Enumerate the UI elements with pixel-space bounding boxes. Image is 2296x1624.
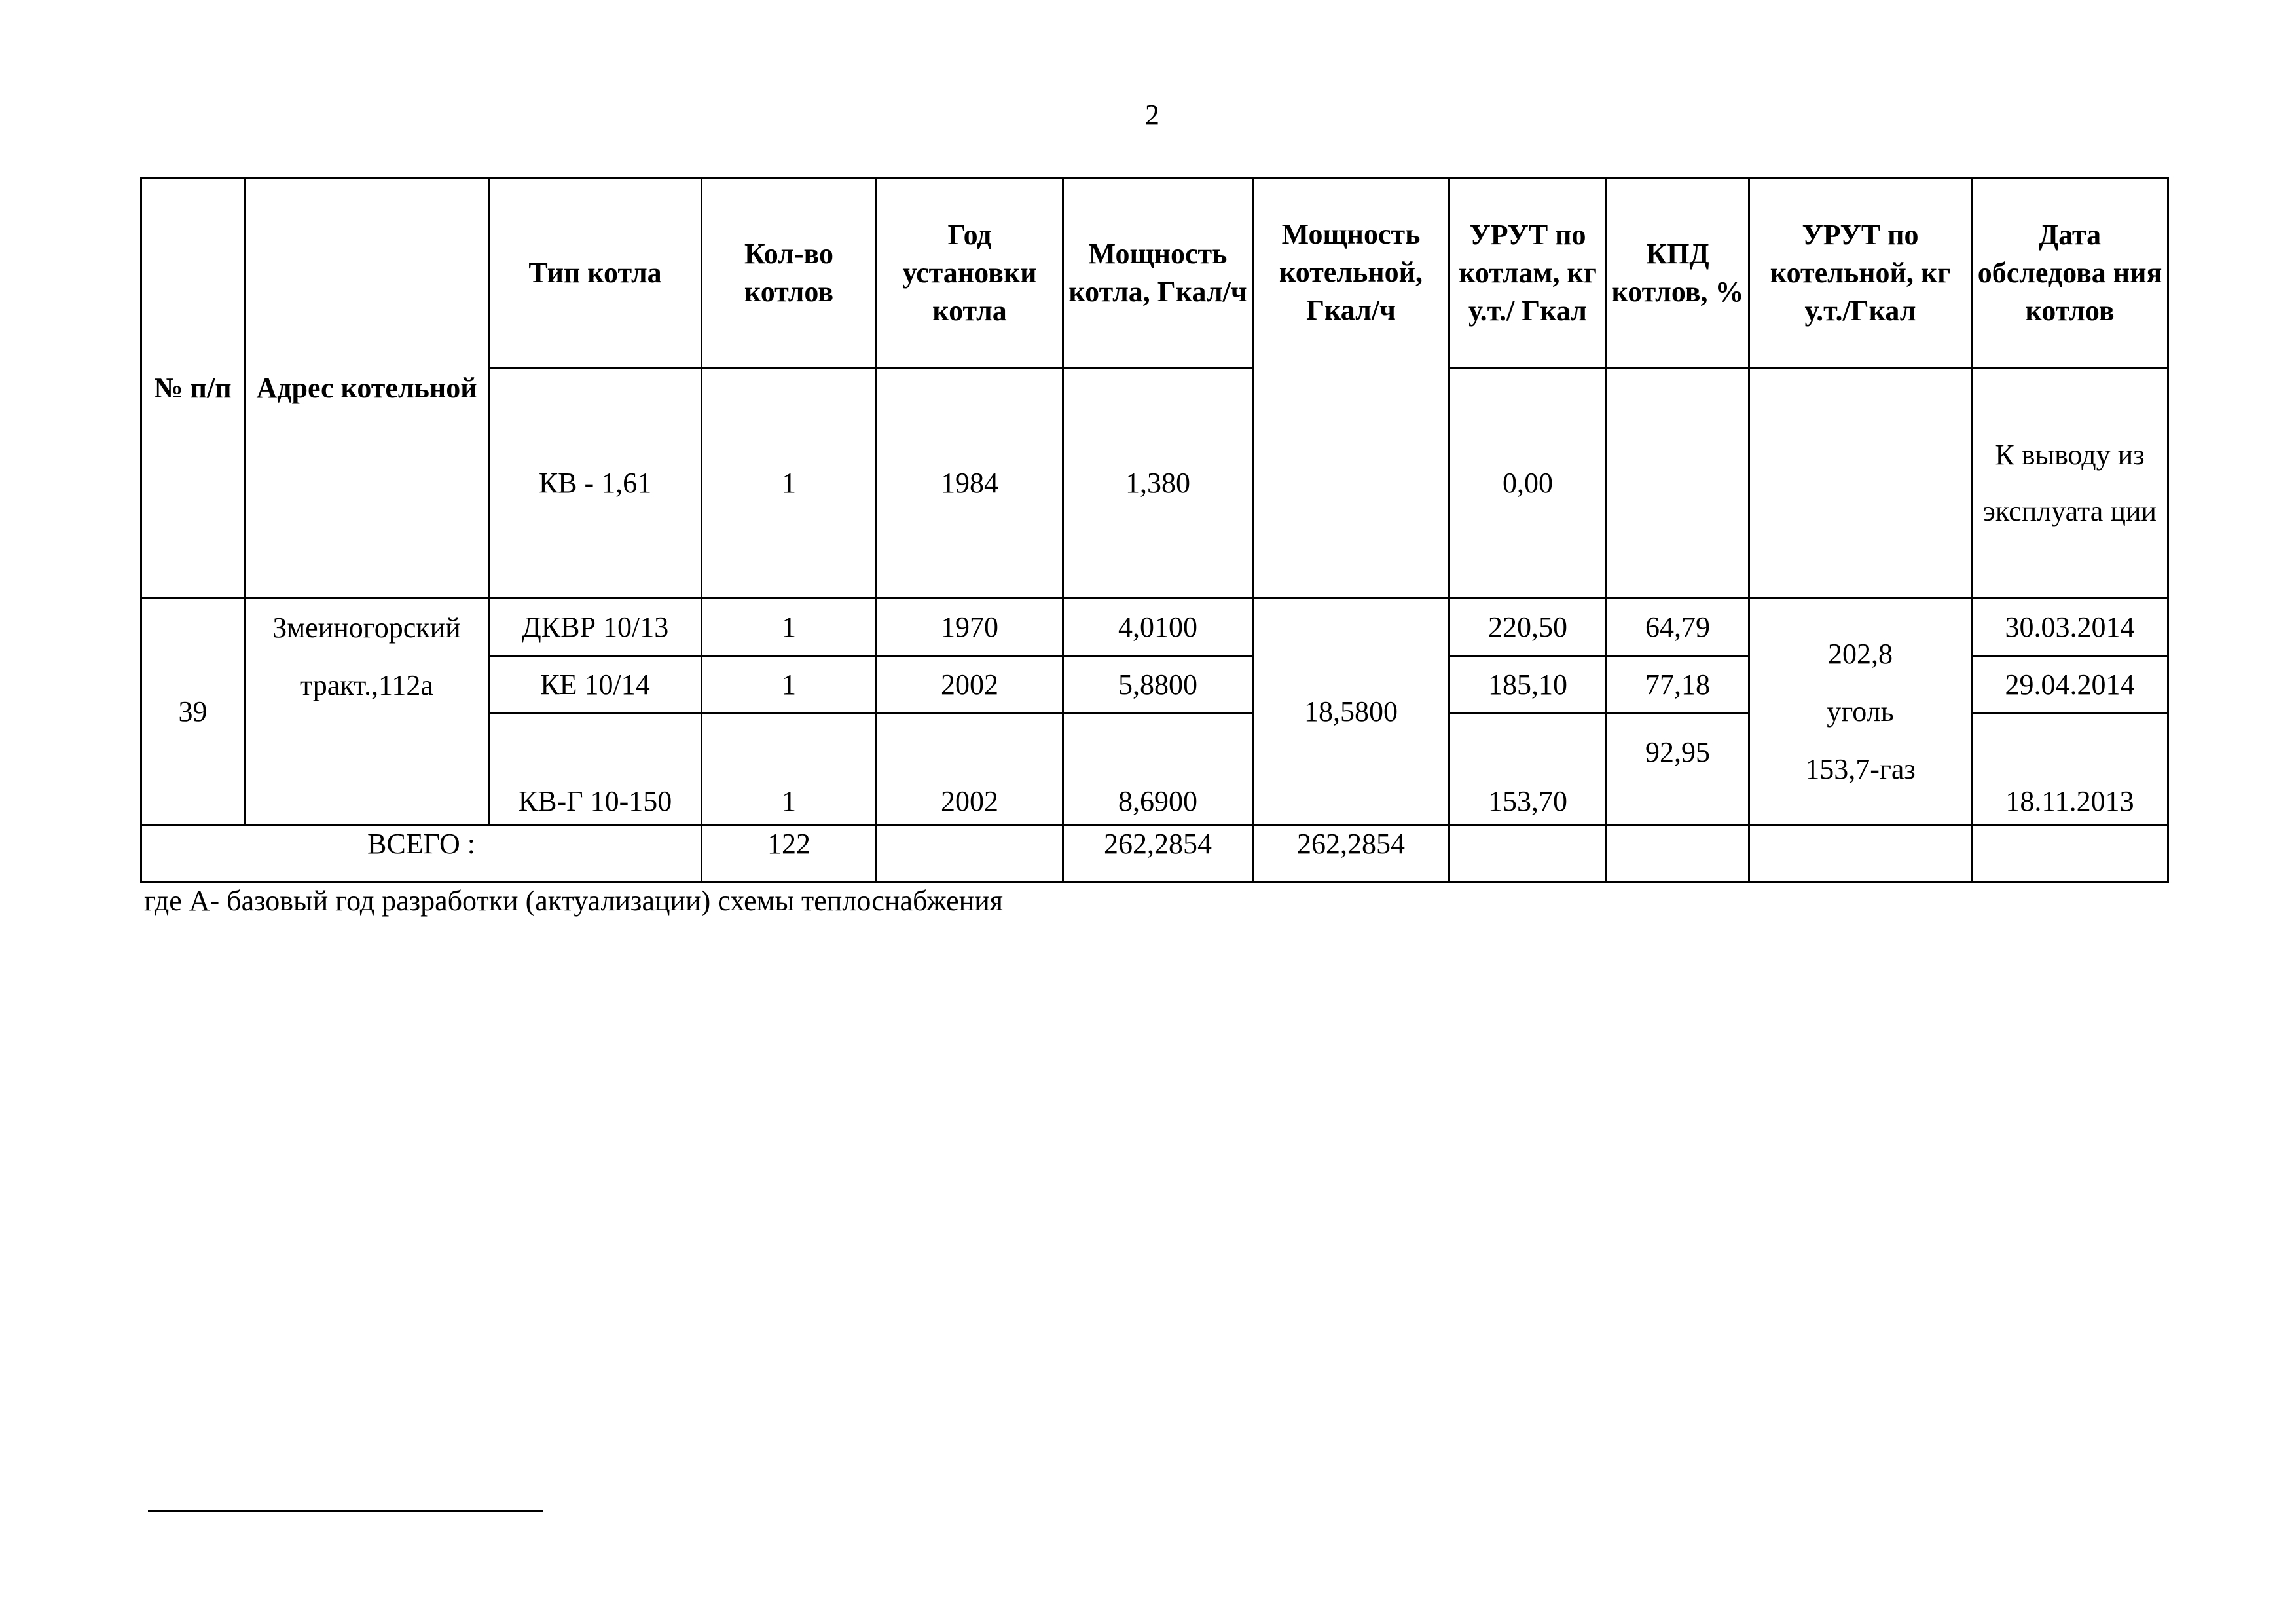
cell-urut-house — [1749, 599, 1972, 825]
cell-kpd: 92,95 — [1607, 714, 1749, 825]
header-row — [141, 178, 2168, 368]
cell-type: КВ - 1,61 — [489, 368, 702, 599]
cell-urut-boilers: 153,70 — [1449, 714, 1607, 825]
total-label: ВСЕГО : — [141, 825, 702, 883]
cell-type: КЕ 10/14 — [489, 656, 702, 714]
total-year — [877, 825, 1063, 883]
cell-urut-boilers: 220,50 — [1449, 599, 1607, 656]
cell-survey-date: К выводу из эксплуата ции — [1972, 368, 2168, 599]
note-text: где А- базовый год разработки (актуализации) схемы теплоснабжения — [144, 885, 1003, 917]
address-line-2: тракт.,112а — [300, 669, 433, 701]
header-kpd: КПД котлов, % — [1607, 178, 1749, 368]
cell-urut-boilers: 0,00 — [1449, 368, 1607, 599]
cell-boiler-power: 8,6900 — [1063, 714, 1253, 825]
total-house-power: 262,2854 — [1253, 825, 1449, 883]
cell-survey-date: 29.04.2014 — [1972, 656, 2168, 714]
urut-house-line-2: уголь — [1827, 695, 1894, 728]
address-line-1: Змеиногорский — [272, 612, 461, 644]
cell-survey-date: 18.11.2013 — [1972, 714, 2168, 825]
header-survey-date: Дата обследова ния котлов — [1972, 178, 2168, 368]
cell-count: 1 — [702, 656, 877, 714]
table-row — [141, 599, 2168, 656]
cell-year: 2002 — [877, 714, 1063, 825]
cell-survey-date: 30.03.2014 — [1972, 599, 2168, 656]
urut-house-line-1: 202,8 — [1828, 637, 1893, 670]
cell-boiler-power: 1,380 — [1063, 368, 1253, 599]
cell-type: КВ-Г 10-150 — [489, 714, 702, 825]
total-survey-date — [1972, 825, 2168, 883]
header-type: Тип котла — [489, 178, 702, 368]
cell-count: 1 — [702, 714, 877, 825]
total-kpd — [1607, 825, 1749, 883]
header-year: Год установки котла — [877, 178, 1063, 368]
cell-urut-boilers: 185,10 — [1449, 656, 1607, 714]
boilers-table — [140, 177, 2169, 883]
total-urut-house — [1749, 825, 1972, 883]
cell-kpd: 77,18 — [1607, 656, 1749, 714]
cell-boiler-power: 5,8800 — [1063, 656, 1253, 714]
cell-urut-house — [1749, 368, 1972, 599]
header-count: Кол-во котлов — [702, 178, 877, 368]
urut-house-line-3: 153,7-газ — [1805, 752, 1916, 785]
header-boiler-power: Мощность котла, Гкал/ч — [1063, 178, 1253, 368]
cell-year: 1984 — [877, 368, 1063, 599]
cell-address — [245, 599, 489, 825]
header-num: № п/п — [141, 178, 245, 599]
cell-kpd — [1607, 368, 1749, 599]
cell-type: ДКВР 10/13 — [489, 599, 702, 656]
footnote-divider — [148, 1510, 543, 1512]
cell-house-power: 18,5800 — [1253, 599, 1449, 825]
total-count: 122 — [702, 825, 877, 883]
header-address: Адрес котельной — [245, 178, 489, 599]
header-house-power: Мощность котельной, Гкал/ч — [1253, 178, 1449, 599]
cell-count: 1 — [702, 368, 877, 599]
header-urut-boilers: УРУТ по котлам, кг у.т./ Гкал — [1449, 178, 1607, 368]
total-urut-boilers — [1449, 825, 1607, 883]
total-boiler-power: 262,2854 — [1063, 825, 1253, 883]
cell-num: 39 — [141, 599, 245, 825]
cell-kpd: 64,79 — [1607, 599, 1749, 656]
cell-year: 1970 — [877, 599, 1063, 656]
cell-boiler-power: 4,0100 — [1063, 599, 1253, 656]
cell-year: 2002 — [877, 656, 1063, 714]
header-urut-house: УРУТ по котельной, кг у.т./Гкал — [1749, 178, 1972, 368]
cell-count: 1 — [702, 599, 877, 656]
page-number: 2 — [1145, 99, 1159, 131]
total-row — [141, 825, 2168, 883]
